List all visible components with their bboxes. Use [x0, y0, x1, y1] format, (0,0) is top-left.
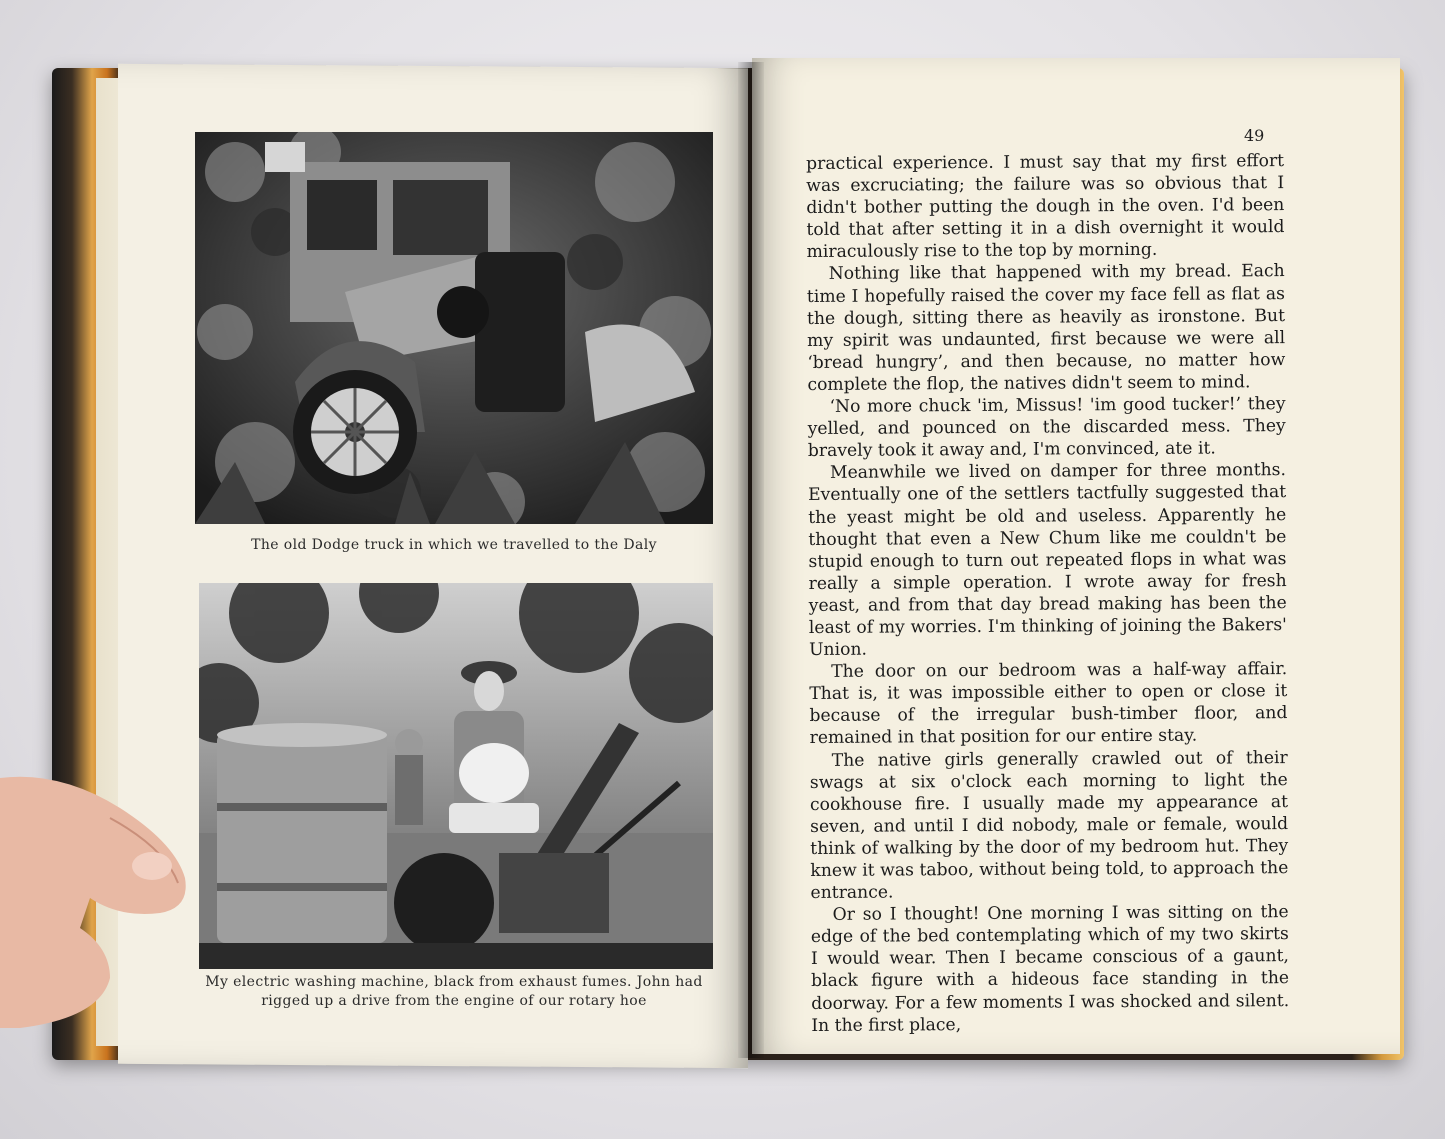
paragraph: The native girls generally crawled out of their swags at six o'clock each morning to light the cookhouse fire. I usually made my appearance at seven, and until I did nobody, male or female, would think of walking by the door of my bedroom hut. They knew it was taboo, without being told, to approach the entrance. [809, 747, 1289, 904]
paragraph: Meanwhile we lived on damper for three months. Eventually one of the settlers tactfully suggested that the yeast might be old and useless. Apparently he thought that even a New Chum like me couldn't be stupid enough to turn out repeated flops in what was really a simple operation. I wrote away for fresh yeast, and from that day bread making has been the least of my worries. I'm thinking of joining the Bakers' Union. [808, 460, 1287, 661]
paragraph: Or so I thought! One morning I was sitting on the edge of the bed contemplating which of my two skirts I would wear. Then I became conscious of a gaunt, black figure with a hideous face standing in the doorway. For a few moments I was shocked and silent. In the first place, [810, 902, 1290, 1036]
paragraph: ‘No more chuck 'im, Missus! 'im good tucker!’ they yelled, and pounced on the discarded mess. They bravely took it away and, I'm convinced, ate it. [807, 394, 1286, 462]
book-gutter [738, 62, 764, 1058]
caption-washing-machine: My electric washing machine, black from exhaust fumes. John had rigged up a drive from the engine of our rotary hoe [205, 974, 703, 1009]
paragraph: Nothing like that happened with my bread. Each time I hopefully raised the cover my face fell as flat as the dough, sitting there as heavily as ironstone. But my spirit was undaunted, first because we were all ‘bread hungry’, and then because, no matter how complete the flop, the natives didn't seem to mind. [806, 261, 1286, 395]
photo-washing-machine [199, 583, 713, 969]
paragraph: The door on our bedroom was a half-way affair. That is, it was impossible either to open or close it because of the irregular bush-timber floor, and remained in that position for our entire stay. [809, 659, 1288, 749]
paragraph: practical experience. I must say that my first effort was excruciating; the failure was so obvious that I didn't bother putting the dough in the oven. I'd been told that after setting it in a dish overnight it would miraculously rise to the top by morning. [806, 151, 1285, 263]
page-number: 49 [1244, 126, 1265, 145]
body-text [806, 150, 1289, 1037]
caption-truck: The old Dodge truck in which we travelled to the Daly [251, 537, 657, 553]
photo-old-dodge-truck [195, 132, 713, 524]
hand [0, 748, 200, 1028]
